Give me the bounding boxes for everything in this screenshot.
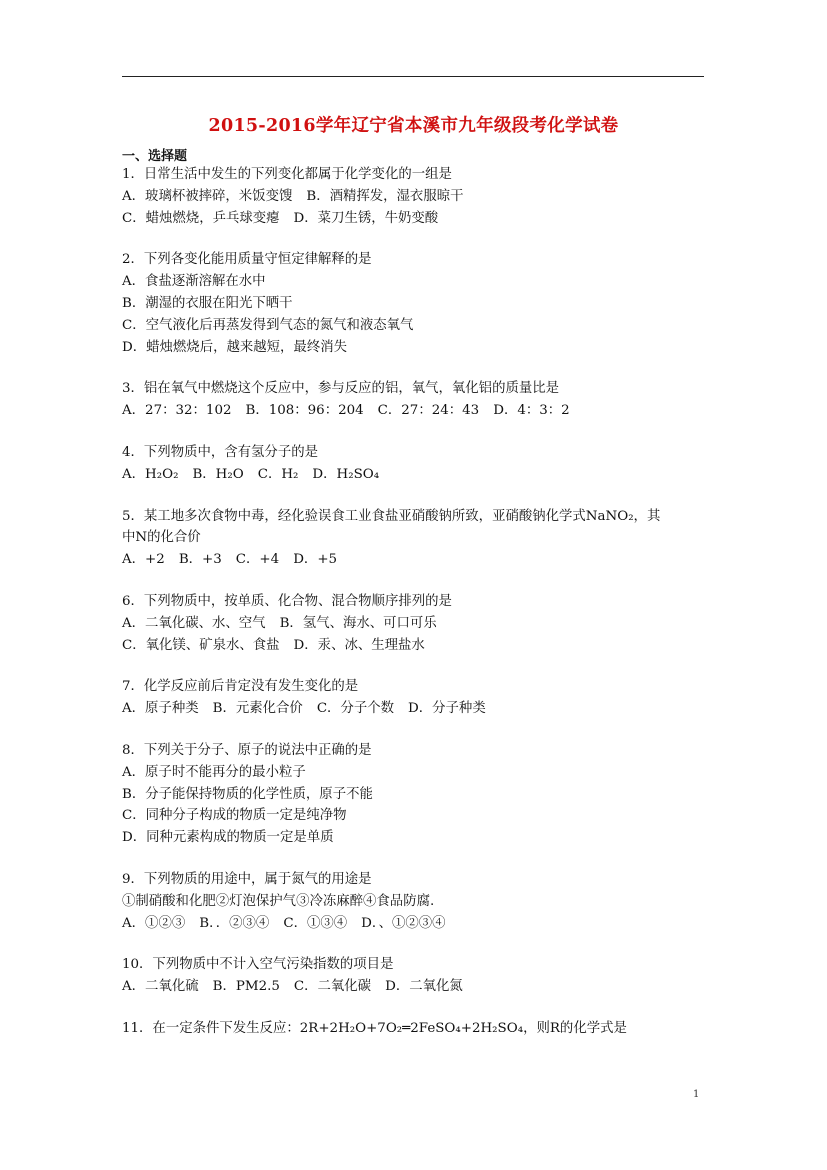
answer-option: D．+5: [293, 552, 338, 568]
page-number: 1: [693, 1089, 700, 1100]
line-text: A．食盐逐渐溶解在水中: [122, 274, 266, 290]
line-text: C．空气液化后再蒸发得到气态的氮气和液态氧气: [122, 317, 414, 333]
line-text: 5．某工地多次食物中毒，经化验误食工业食盐亚硝酸钠所致，亚硝酸钠化学式NaNO₂，其: [122, 508, 661, 524]
answer-option: A．H₂O₂: [122, 466, 179, 482]
answer-option: A．①②③: [122, 915, 186, 931]
question-line: [122, 805, 712, 827]
question-1: [122, 164, 712, 229]
question-text: [122, 869, 712, 891]
answer-option: C．27：24：43: [377, 403, 480, 419]
answer-option: C．+4: [235, 552, 280, 568]
answer-option: C．H₂: [257, 466, 299, 482]
answer-option: B．元素化合价: [212, 701, 303, 717]
answer-option: B．．②③④: [199, 915, 270, 931]
answer-option: C．蜡烛燃烧，乒乓球变瘪: [122, 210, 280, 226]
question-text: [122, 506, 712, 528]
line-text: 9．下列物质的用途中，属于氮气的用途是: [122, 871, 372, 887]
line-text: 6．下列物质中，按单质、化合物、混合物顺序排列的是: [122, 593, 452, 609]
line-text: D．同种元素构成的物质一定是单质: [122, 830, 334, 846]
line-text: B．分子能保持物质的化学性质，原子不能: [122, 786, 373, 802]
question-line: [122, 293, 712, 315]
question-text: [122, 249, 712, 271]
question-line: [122, 762, 712, 784]
question-2: [122, 249, 712, 358]
answer-option: D．H₂SO₄: [312, 466, 380, 482]
question-text: [122, 740, 712, 762]
question-text: [122, 954, 712, 976]
section-heading: 一、选择题: [122, 149, 188, 164]
line-text: 3．铝在氧气中燃烧这个反应中，参与反应的铝，氧气，氧化铝的质量比是: [122, 381, 560, 397]
line-text: 11．在一定条件下发生反应：2R+2H₂O+7O₂═2FeSO₄+2H₂SO₄，则R的化学式是: [122, 1020, 627, 1036]
answer-option: B．酒精挥发，湿衣服晾干: [306, 188, 464, 204]
answer-option: D．4：3：2: [493, 403, 570, 419]
question-line: [122, 827, 712, 849]
line-text: ①制硝酸和化肥②灯泡保护气③冷冻麻醉④食品防腐.: [122, 893, 435, 909]
question-line: [122, 271, 712, 293]
question-line: [122, 549, 712, 571]
answer-option: D．、①②③④: [361, 915, 446, 931]
question-line: [122, 784, 712, 806]
answer-option: A．二氧化硫: [122, 979, 199, 995]
question-3: [122, 378, 712, 422]
question-line: [122, 527, 712, 549]
line-text: C．同种分子构成的物质一定是纯净物: [122, 808, 347, 824]
answer-option: B．PM2.5: [212, 979, 280, 995]
answer-option: D．分子种类: [408, 701, 486, 717]
answer-option: C．分子个数: [316, 701, 395, 717]
line-text: 2．下列各变化能用质量守恒定律解释的是: [122, 252, 372, 268]
line-text: 1．日常生活中发生的下列变化都属于化学变化的一组是: [122, 167, 452, 182]
question-line: [122, 913, 712, 935]
question-8: [122, 740, 712, 849]
question-line: [122, 337, 712, 359]
question-line: [122, 613, 712, 635]
question-5: [122, 506, 712, 571]
question-line: [122, 186, 712, 208]
question-line: [122, 891, 712, 913]
line-text: A．原子时不能再分的最小粒子: [122, 764, 306, 780]
answer-option: B．+3: [178, 552, 222, 568]
answer-option: D．汞、冰、生理盐水: [293, 637, 425, 653]
answer-option: C．①③④: [283, 915, 348, 931]
question-text: [122, 378, 712, 400]
question-11: [122, 1018, 712, 1040]
answer-option: C．二氧化碳: [293, 979, 372, 995]
question-line: [122, 635, 712, 657]
answer-option: A．玻璃杯被摔碎，米饭变馊: [122, 188, 293, 204]
line-text: 7．化学反应前后肯定没有发生变化的是: [122, 679, 359, 695]
answer-option: A．+2: [122, 552, 165, 568]
line-text: 中N的化合价: [122, 530, 201, 546]
question-line: [122, 976, 712, 998]
answer-option: A．二氧化碳、水、空气: [122, 615, 266, 631]
question-line: [122, 400, 712, 422]
question-4: [122, 442, 712, 486]
question-line: [122, 698, 712, 720]
line-text: 8．下列关于分子、原子的说法中正确的是: [122, 742, 372, 758]
header-rule: [122, 76, 704, 77]
answer-option: C．氧化镁、矿泉水、食盐: [122, 637, 280, 653]
question-text: [122, 591, 712, 613]
line-text: 10．下列物质中不计入空气污染指数的项目是: [122, 957, 394, 973]
line-text: 4．下列物质中，含有氢分子的是: [122, 444, 318, 460]
question-6: [122, 591, 712, 656]
question-7: [122, 676, 712, 720]
answer-option: A．27：32：102: [122, 403, 232, 419]
question-text: [122, 442, 712, 464]
line-text: D．蜡烛燃烧后，越来越短，最终消失: [122, 339, 347, 355]
answer-option: B．H₂O: [192, 466, 244, 482]
question-list: [122, 164, 712, 1060]
answer-option: D．菜刀生锈，牛奶变酸: [293, 210, 439, 226]
question-9: [122, 869, 712, 934]
question-text: [122, 1018, 712, 1040]
question-line: [122, 315, 712, 337]
question-line: [122, 464, 712, 486]
question-10: [122, 954, 712, 998]
answer-option: D．二氧化氮: [385, 979, 463, 995]
answer-option: A．原子种类: [122, 701, 199, 717]
exam-title: 2015-2016学年辽宁省本溪市九年级段考化学试卷: [208, 116, 619, 136]
question-text: [122, 676, 712, 698]
question-text: [122, 164, 712, 186]
answer-option: B．氢气、海水、可口可乐: [279, 615, 437, 631]
line-text: B．潮湿的衣服在阳光下晒干: [122, 295, 293, 311]
answer-option: B．108：96：204: [245, 403, 364, 419]
question-line: [122, 208, 712, 230]
